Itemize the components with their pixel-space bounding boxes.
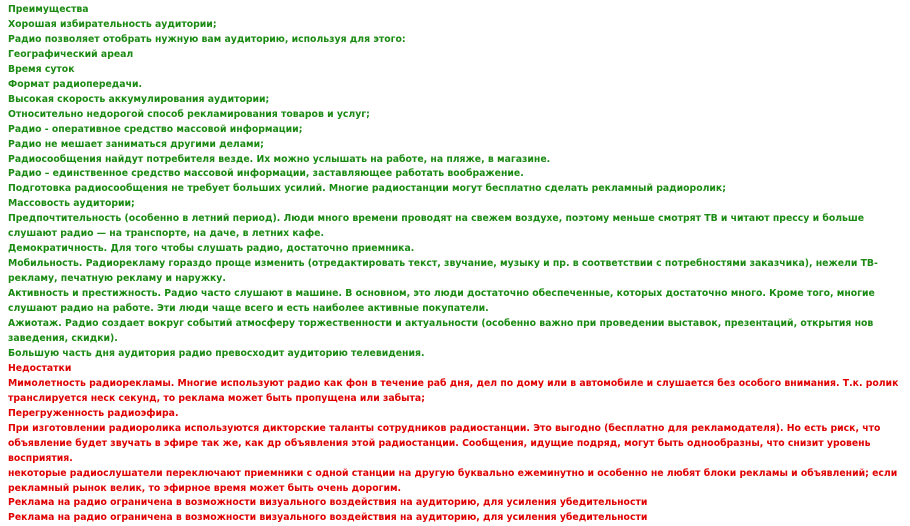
disadvantage-item: некоторые радиослушатели переключают приемники с одной станции на другую буквально ежеминутно и особенно не любят блоки рекламы и объявлений; если рекламный рынок велик, то эфирное время может быть очень дорогим. xyxy=(8,467,898,494)
advantages-heading: Преимущества xyxy=(8,4,89,15)
advantage-item: Географический ареал xyxy=(8,48,134,60)
advantage-item: Радиосообщения найдут потребителя везде. Их можно услышать на работе, на пляже, в магазине. xyxy=(8,153,551,165)
advantages-section xyxy=(8,3,906,362)
advantage-item: Радио не мешает заниматься другими делами; xyxy=(8,138,264,150)
disadvantage-item: Реклама на радио ограничена в возможности визуального воздействия на аудиторию, для усиления убедительности xyxy=(8,512,648,524)
disadvantages-heading: Недостатки xyxy=(8,362,72,374)
advantage-item: Предпочтительность (особенно в летний период). Люди много времени проводят на свежем воздухе, поэтому меньше смотрят ТВ и читают прессу и больше слушают радио — на транспорте, на даче, в летних кафе. xyxy=(8,213,865,240)
document-body xyxy=(8,3,906,526)
advantage-item: Радио позволяет отобрать нужную вам аудиторию, используя для этого: xyxy=(8,33,406,45)
advantage-item: Радио - оперативное средство массовой информации; xyxy=(8,123,303,135)
advantage-item: Время суток xyxy=(8,63,75,75)
disadvantages-section xyxy=(8,362,906,526)
advantage-item: Массовость аудитории; xyxy=(8,198,135,210)
disadvantage-item: Мимолетность радиорекламы. Многие используют радио как фон в течение раб дня, дел по дому или в автомобиле и слушается без особого внимания. Т.к. ролик транслируется неск секунд, то реклама может быть пропущена или забыта; xyxy=(8,377,899,404)
advantage-item: Мобильность. Радиорекламу гораздо проще изменить (отредактировать текст, звучание, музыку и пр. в соответствии с потребностями заказчика), нежели ТВ-рекламу, печатную рекламу и наружку. xyxy=(8,258,878,285)
advantage-item: Демократичность. Для того чтобы слушать радио, достаточно приемника. xyxy=(8,243,415,255)
disadvantage-item: Реклама на радио ограничена в возможности визуального воздействия на аудиторию, для усиления убедительности xyxy=(8,497,648,509)
advantage-item: Высокая скорость аккумулирования аудитории; xyxy=(8,93,270,105)
advantage-item: Большую часть дня аудитория радио превосходит аудиторию телевидения. xyxy=(8,347,425,359)
advantage-item: Радио – единственное средство массовой информации, заставляющее работать воображение. xyxy=(8,168,524,180)
advantage-item: Формат радиопередачи. xyxy=(8,78,142,90)
advantage-item: Ажиотаж. Радио создает вокруг событий атмосферу торжественности и актуальности (особенно важно при проведении выставок, презентаций, открытия нов заведения, скидки). xyxy=(8,318,874,344)
disadvantage-item: При изготовлении радиоролика используются дикторские таланты сотрудников радиостанции. Это выгодно (бесплатно для рекламодателя). Но есть риск, что объявление будет звучать в эфире так же, как др объявления этой радиостанции. Сообщения, идущие подряд, могут быть однообразны, что снизит уровень восприятия. xyxy=(8,422,881,464)
advantage-item: Активность и престижность. Радио часто слушают в машине. В основном, это люди достаточно обеспеченные, которых достаточно много. Кроме того, многие слушают радио на работе. Эти люди чаще всего и есть наиболее активные покупатели. xyxy=(8,288,875,315)
advantage-item: Подготовка радиосообщения не требует больших усилий. Многие радиостанции могут бесплатно сделать рекламный радиоролик; xyxy=(8,183,726,195)
advantage-item: Относительно недорогой способ рекламирования товаров и услуг; xyxy=(8,108,370,120)
disadvantage-item: Перегруженность радиоэфира. xyxy=(8,407,179,419)
advantage-item: Хорошая избирательность аудитории; xyxy=(8,18,217,30)
